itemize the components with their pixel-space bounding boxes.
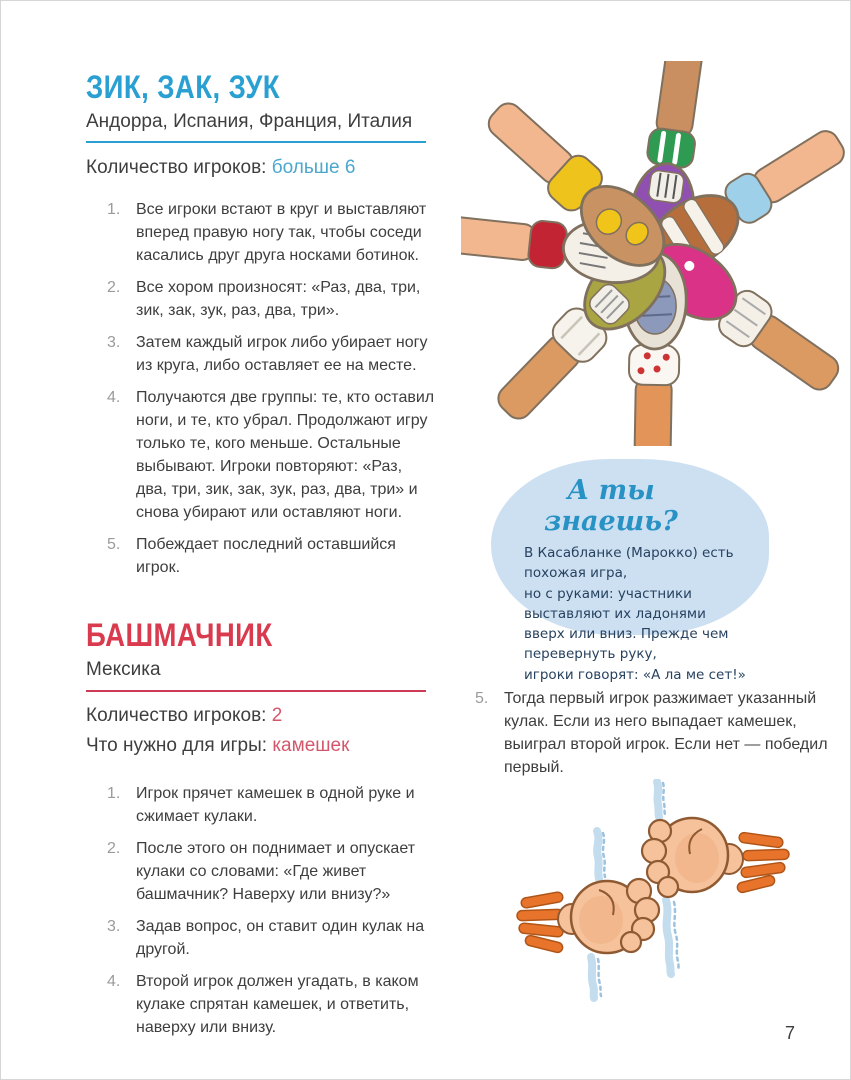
fists-illustration: [511, 779, 796, 1004]
list-item: [107, 970, 443, 1039]
needs-label: Что нужно для игры:: [86, 735, 268, 756]
section2-divider: [86, 690, 426, 692]
step-text: Получаются две группы: те, кто оставил ноги, и те, кто убрал. Продолжают игру только те, кого меньше. Остальные выбывают. Игроки повторяют: «Раз, два, три, зик, зак, зук, раз, два, три» и снова убирают или оставляют ноги.: [136, 389, 435, 522]
players-value: больше 6: [271, 157, 356, 178]
know-bubble-title: А ты знаешь?: [544, 475, 678, 537]
list-item: [107, 533, 443, 579]
list-item: [107, 837, 443, 906]
step-text: Второй игрок должен угадать, в каком кулаке спрятан камешек, и ответить, наверху или внизу.: [136, 973, 419, 1037]
section1-players-line: [86, 153, 355, 183]
list-item: [107, 915, 443, 961]
step-number: 4.: [107, 973, 121, 991]
step-number: 2.: [107, 840, 121, 858]
left-fist: [517, 879, 659, 953]
step-number: 5.: [475, 690, 489, 707]
players-label: Количество игроков:: [86, 705, 267, 726]
know-bubble: [491, 459, 769, 683]
page-number: 7: [785, 1023, 796, 1043]
step-text: Игрок прячет камешек в одной руке и сжимает кулаки.: [136, 785, 415, 826]
step-text: Все хором произносят: «Раз, два, три, зик, зак, зук, раз, два, три».: [136, 279, 421, 320]
section2-steps-list: [107, 782, 443, 1048]
step-number: 2.: [107, 279, 121, 297]
know-bubble-line: но с руками: участники выставляют их ладонями: [524, 585, 706, 622]
step-text: Все игроки встают в круг и выставляют вперед правую ногу так, чтобы соседи касались друг друга носками ботинок.: [136, 201, 427, 265]
section2-countries: Мексика: [86, 659, 161, 680]
section2-meta: [86, 701, 349, 761]
step-number: 3.: [107, 334, 121, 352]
know-bubble-line: вверх или вниз. Прежде чем перевернуть руку,: [524, 626, 729, 663]
section2-title: БАШМАЧНИК: [86, 617, 273, 653]
step-number: 4.: [107, 389, 121, 407]
section1-steps-list: [107, 198, 443, 588]
section1-divider: [86, 141, 426, 143]
section2-needs-line: [86, 731, 349, 761]
needs-value: камешек: [272, 735, 350, 756]
shoes-circle-illustration: [461, 61, 846, 446]
right-fist: [642, 818, 789, 897]
step-number: 5.: [107, 536, 121, 554]
section2-players-line: [86, 701, 349, 731]
list-item: [107, 276, 443, 322]
list-item: [107, 386, 443, 524]
step-text: Побеждает последний оставшийся игрок.: [136, 536, 396, 577]
step-number: 1.: [107, 201, 121, 218]
step-number: 3.: [107, 918, 121, 936]
step-text: После этого он поднимает и опускает кулаки со словами: «Где живет башмачник? Наверху или внизу?»: [136, 840, 416, 904]
section1-title: ЗИК, ЗАК, ЗУК: [86, 69, 281, 105]
know-bubble-text: [491, 543, 769, 685]
list-item: [107, 782, 443, 828]
step-number: 1.: [107, 785, 121, 802]
know-bubble-line: игроки говорят: «А ла ме сет!»: [524, 666, 746, 683]
players-label: Количество игроков:: [86, 157, 267, 178]
list-item: [107, 331, 443, 377]
step-text: Тогда первый игрок разжимает указанный кулак. Если из него выпадает камешек, выиграл второй игрок. Если нет — победил первый.: [504, 690, 828, 777]
step-text: Затем каждый игрок либо убирает ногу из круга, либо оставляет ее на месте.: [136, 334, 428, 375]
section2-step5: [475, 687, 835, 779]
section1-countries: Андорра, Испания, Франция, Италия: [86, 111, 413, 132]
step-text: Задав вопрос, он ставит один кулак на другой.: [136, 918, 425, 959]
players-value: 2: [271, 705, 283, 726]
know-bubble-line: В Касабланке (Марокко) есть похожая игра,: [524, 545, 734, 582]
list-item: [107, 198, 443, 267]
